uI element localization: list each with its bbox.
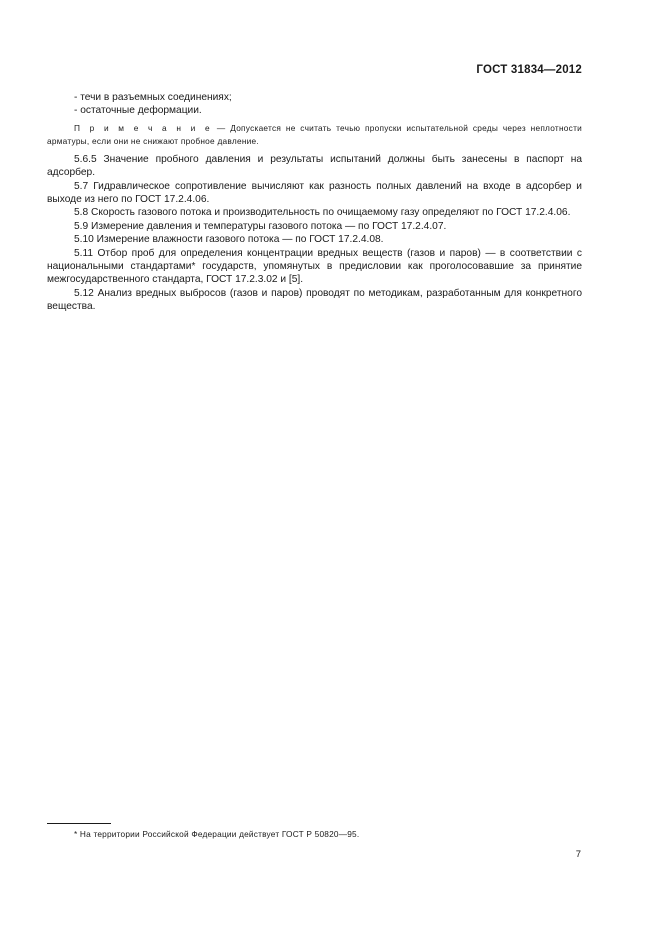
paragraph-5-11: 5.11 Отбор проб для определения концентрации вредных веществ (газов и паров) — в соответствии с национальными стандартами* государств, упомянутых в предисловии как проголосовавшие за принятие межгосударственного стандарта, ГОСТ 17.2.3.02 и [5]. bbox=[47, 247, 582, 286]
note-label: П р и м е ч а н и е bbox=[74, 122, 213, 133]
page-number: 7 bbox=[575, 849, 581, 860]
list-item: - течи в разъемных соединениях; bbox=[74, 92, 232, 103]
paragraph-5-7: 5.7 Гидравлическое сопротивление вычисляют как разность полных давлений на входе в адсорбер и выходе из него по ГОСТ 17.2.4.06. bbox=[47, 180, 582, 206]
footnote: * На территории Российской Федерации действует ГОСТ Р 50820—95. bbox=[74, 829, 360, 839]
footnote-divider bbox=[47, 823, 111, 824]
note-text: — Допускается не считать течью пропуски испытательной среды через неплотности арматуры, если они не снижают пробное давление. bbox=[47, 122, 583, 146]
document-header: ГОСТ 31834—2012 bbox=[476, 64, 582, 76]
paragraph-5-12: 5.12 Анализ вредных выбросов (газов и паров) проводят по методикам, разработанным для конкретного вещества. bbox=[47, 287, 582, 313]
paragraph-5-8: 5.8 Скорость газового потока и производительность по очищаемому газу определяют по ГОСТ 17.2.4.06. bbox=[74, 207, 571, 219]
document-body bbox=[47, 91, 582, 314]
list-item: - остаточные деформации. bbox=[74, 105, 202, 117]
paragraph-5-10: 5.10 Измерение влажности газового потока — по ГОСТ 17.2.4.08. bbox=[74, 234, 384, 246]
note bbox=[47, 122, 582, 148]
paragraph-5-9: 5.9 Измерение давления и температуры газового потока — по ГОСТ 17.2.4.07. bbox=[74, 220, 447, 232]
paragraph-5-6-5: 5.6.5 Значение пробного давления и результаты испытаний должны быть занесены в паспорт на адсорбер. bbox=[47, 153, 582, 179]
